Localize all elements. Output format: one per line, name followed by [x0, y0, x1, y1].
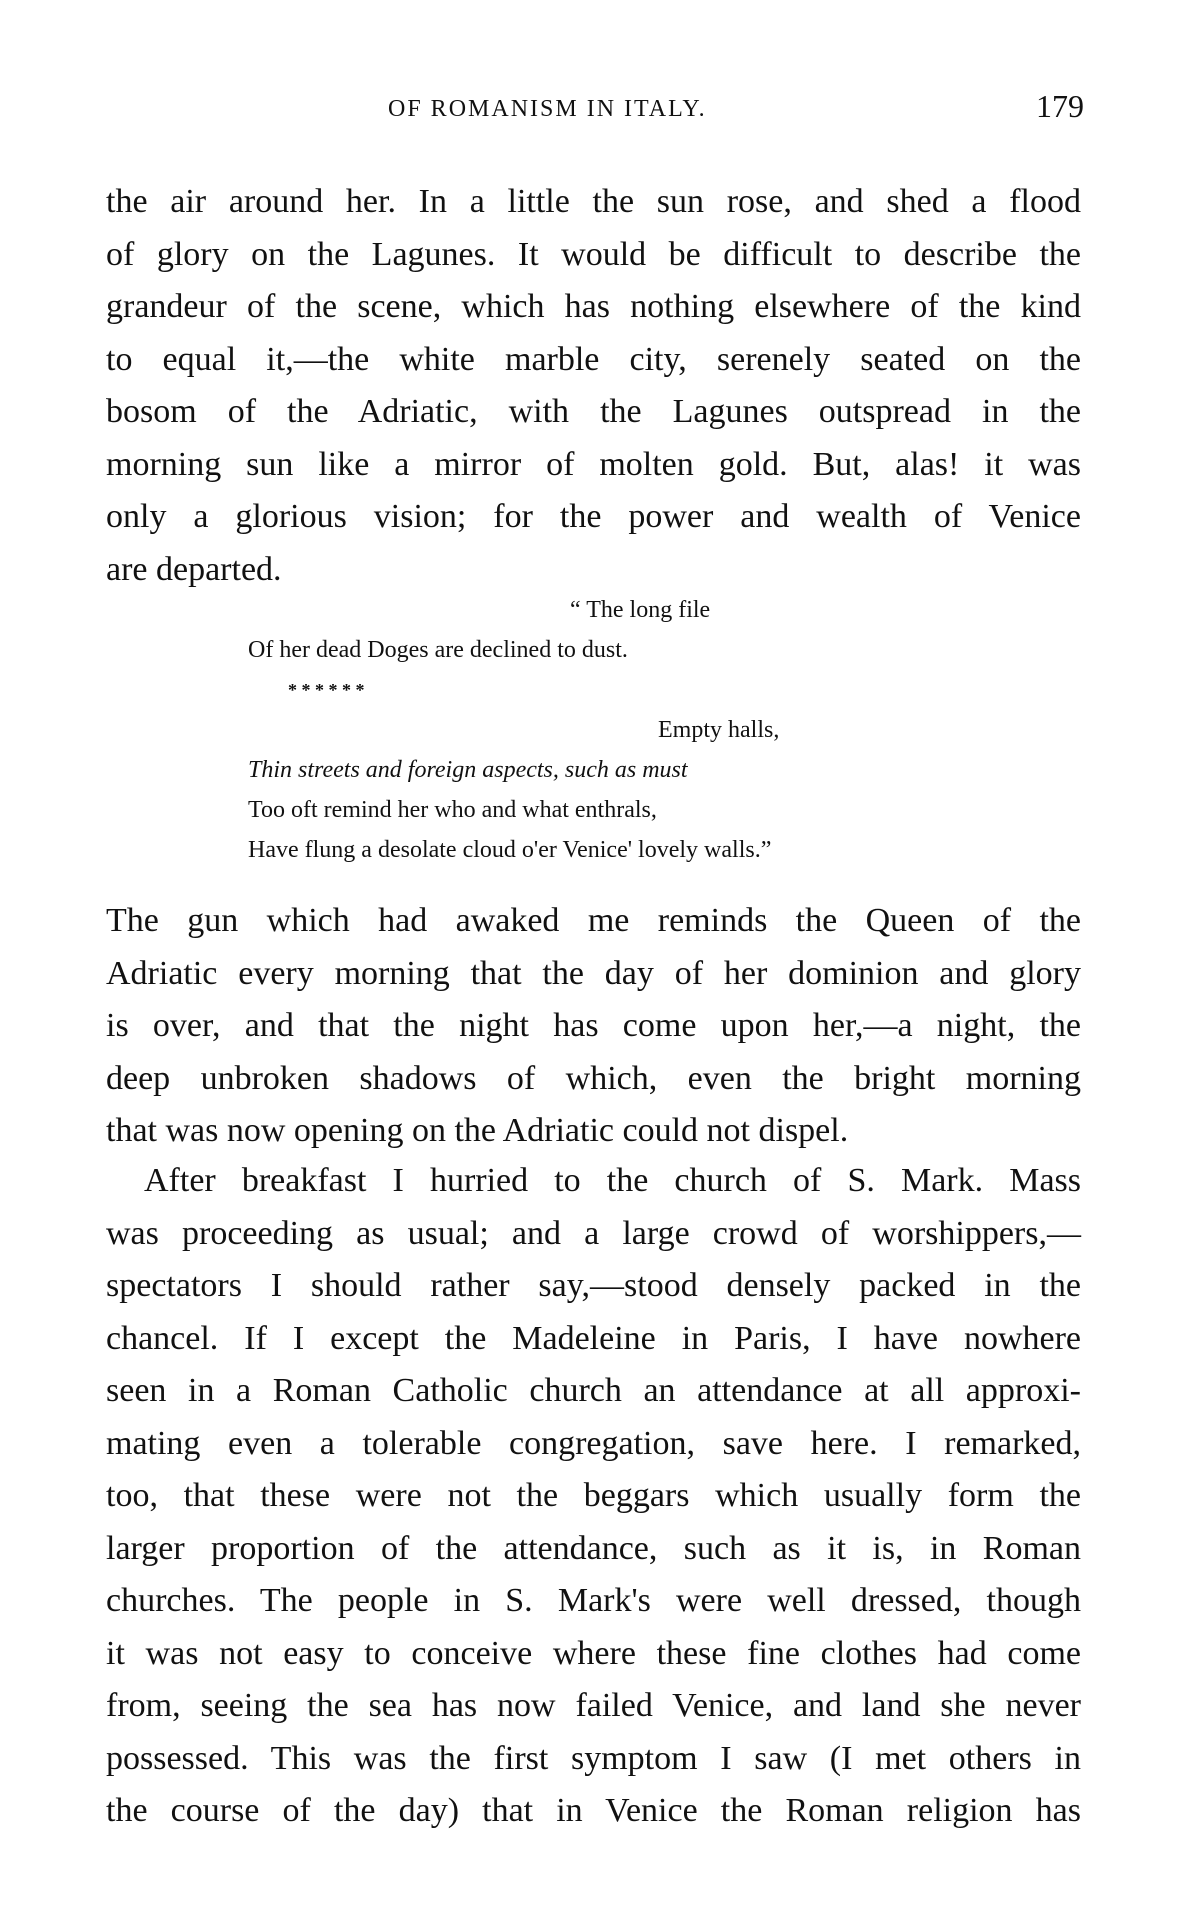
- quote-line: Of her dead Doges are declined to dust.: [248, 637, 628, 663]
- text-line: larger proportion of the attendance, such as it is, in Roman: [106, 1529, 1081, 1567]
- text-line: churches. The people in S. Mark's were well dressed, though: [106, 1582, 1081, 1619]
- verse-quotation: [248, 590, 968, 870]
- text-line: is over, and that the night has come upon her,—a night, the: [106, 1007, 1081, 1044]
- text-line: bosom of the Adriatic, with the Lagunes outspread in the: [106, 393, 1081, 430]
- ellipsis-stars: [248, 670, 820, 710]
- text-line: the course of the day) that in Venice the Roman religion has: [106, 1792, 1081, 1829]
- text-line: mating even a tolerable congregation, save here. I remarked,: [106, 1424, 1081, 1462]
- text-line: chancel. If I except the Madeleine in Paris, I have nowhere: [106, 1319, 1081, 1357]
- quote-line: Too oft remind her who and what enthrals,: [248, 797, 657, 823]
- text-line: spectators I should rather say,—stood densely packed in the: [106, 1267, 1081, 1304]
- text-line: only a glorious vision; for the power and wealth of Venice: [106, 498, 1081, 535]
- text-line: of glory on the Lagunes. It would be difficult to describe the: [106, 235, 1081, 273]
- quote-line: “ The long file: [570, 597, 711, 623]
- text-line: possessed. This was the first symptom I saw (I met others in: [106, 1739, 1081, 1777]
- text-line: that was now opening on the Adriatic could not dispel.: [106, 1112, 849, 1149]
- page-number: 179: [1036, 88, 1084, 124]
- text-line: too, that these were not the beggars which usually form the: [106, 1477, 1081, 1514]
- quote-line: Have flung a desolate cloud o'er Venice' lovely walls.”: [248, 837, 772, 863]
- text-line: from, seeing the sea has now failed Venice, and land she never: [106, 1687, 1081, 1724]
- text-line: morning sun like a mirror of molten gold. But, alas! it was: [106, 445, 1081, 483]
- paragraph-2: [106, 895, 1081, 1158]
- running-title: OF ROMANISM IN ITALY.: [388, 96, 707, 122]
- text-line: was proceeding as usual; and a large crowd of worshippers,—: [106, 1214, 1081, 1252]
- star-mark: *: [342, 680, 351, 700]
- quote-line: Thin streets and foreign aspects, such as must: [248, 757, 688, 783]
- text-line: are departed.: [106, 550, 282, 588]
- star-mark: *: [301, 680, 311, 700]
- quote-line: Empty halls,: [658, 717, 780, 743]
- star-mark: *: [315, 680, 324, 700]
- text-line: After breakfast I hurried to the church of S. Mark. Mass: [144, 1162, 1081, 1199]
- star-mark: *: [328, 680, 338, 700]
- text-line: the air around her. In a little the sun rose, and shed a flood: [106, 183, 1081, 220]
- paragraph-1: [106, 176, 1081, 596]
- text-line: deep unbroken shadows of which, even the bright morning: [106, 1059, 1081, 1097]
- star-mark: *: [288, 680, 297, 700]
- text-line: seen in a Roman Catholic church an attendance at all approxi-: [106, 1372, 1081, 1409]
- text-line: it was not easy to conceive where these fine clothes had come: [106, 1634, 1081, 1672]
- text-line: The gun which had awaked me reminds the Queen of the: [106, 902, 1081, 939]
- star-mark: *: [355, 680, 365, 700]
- paragraph-3: [106, 1155, 1081, 1838]
- text-line: Adriatic every morning that the day of her dominion and glory: [106, 954, 1081, 992]
- text-line: grandeur of the scene, which has nothing elsewhere of the kind: [106, 288, 1081, 325]
- text-line: to equal it,—the white marble city, serenely seated on the: [106, 340, 1081, 378]
